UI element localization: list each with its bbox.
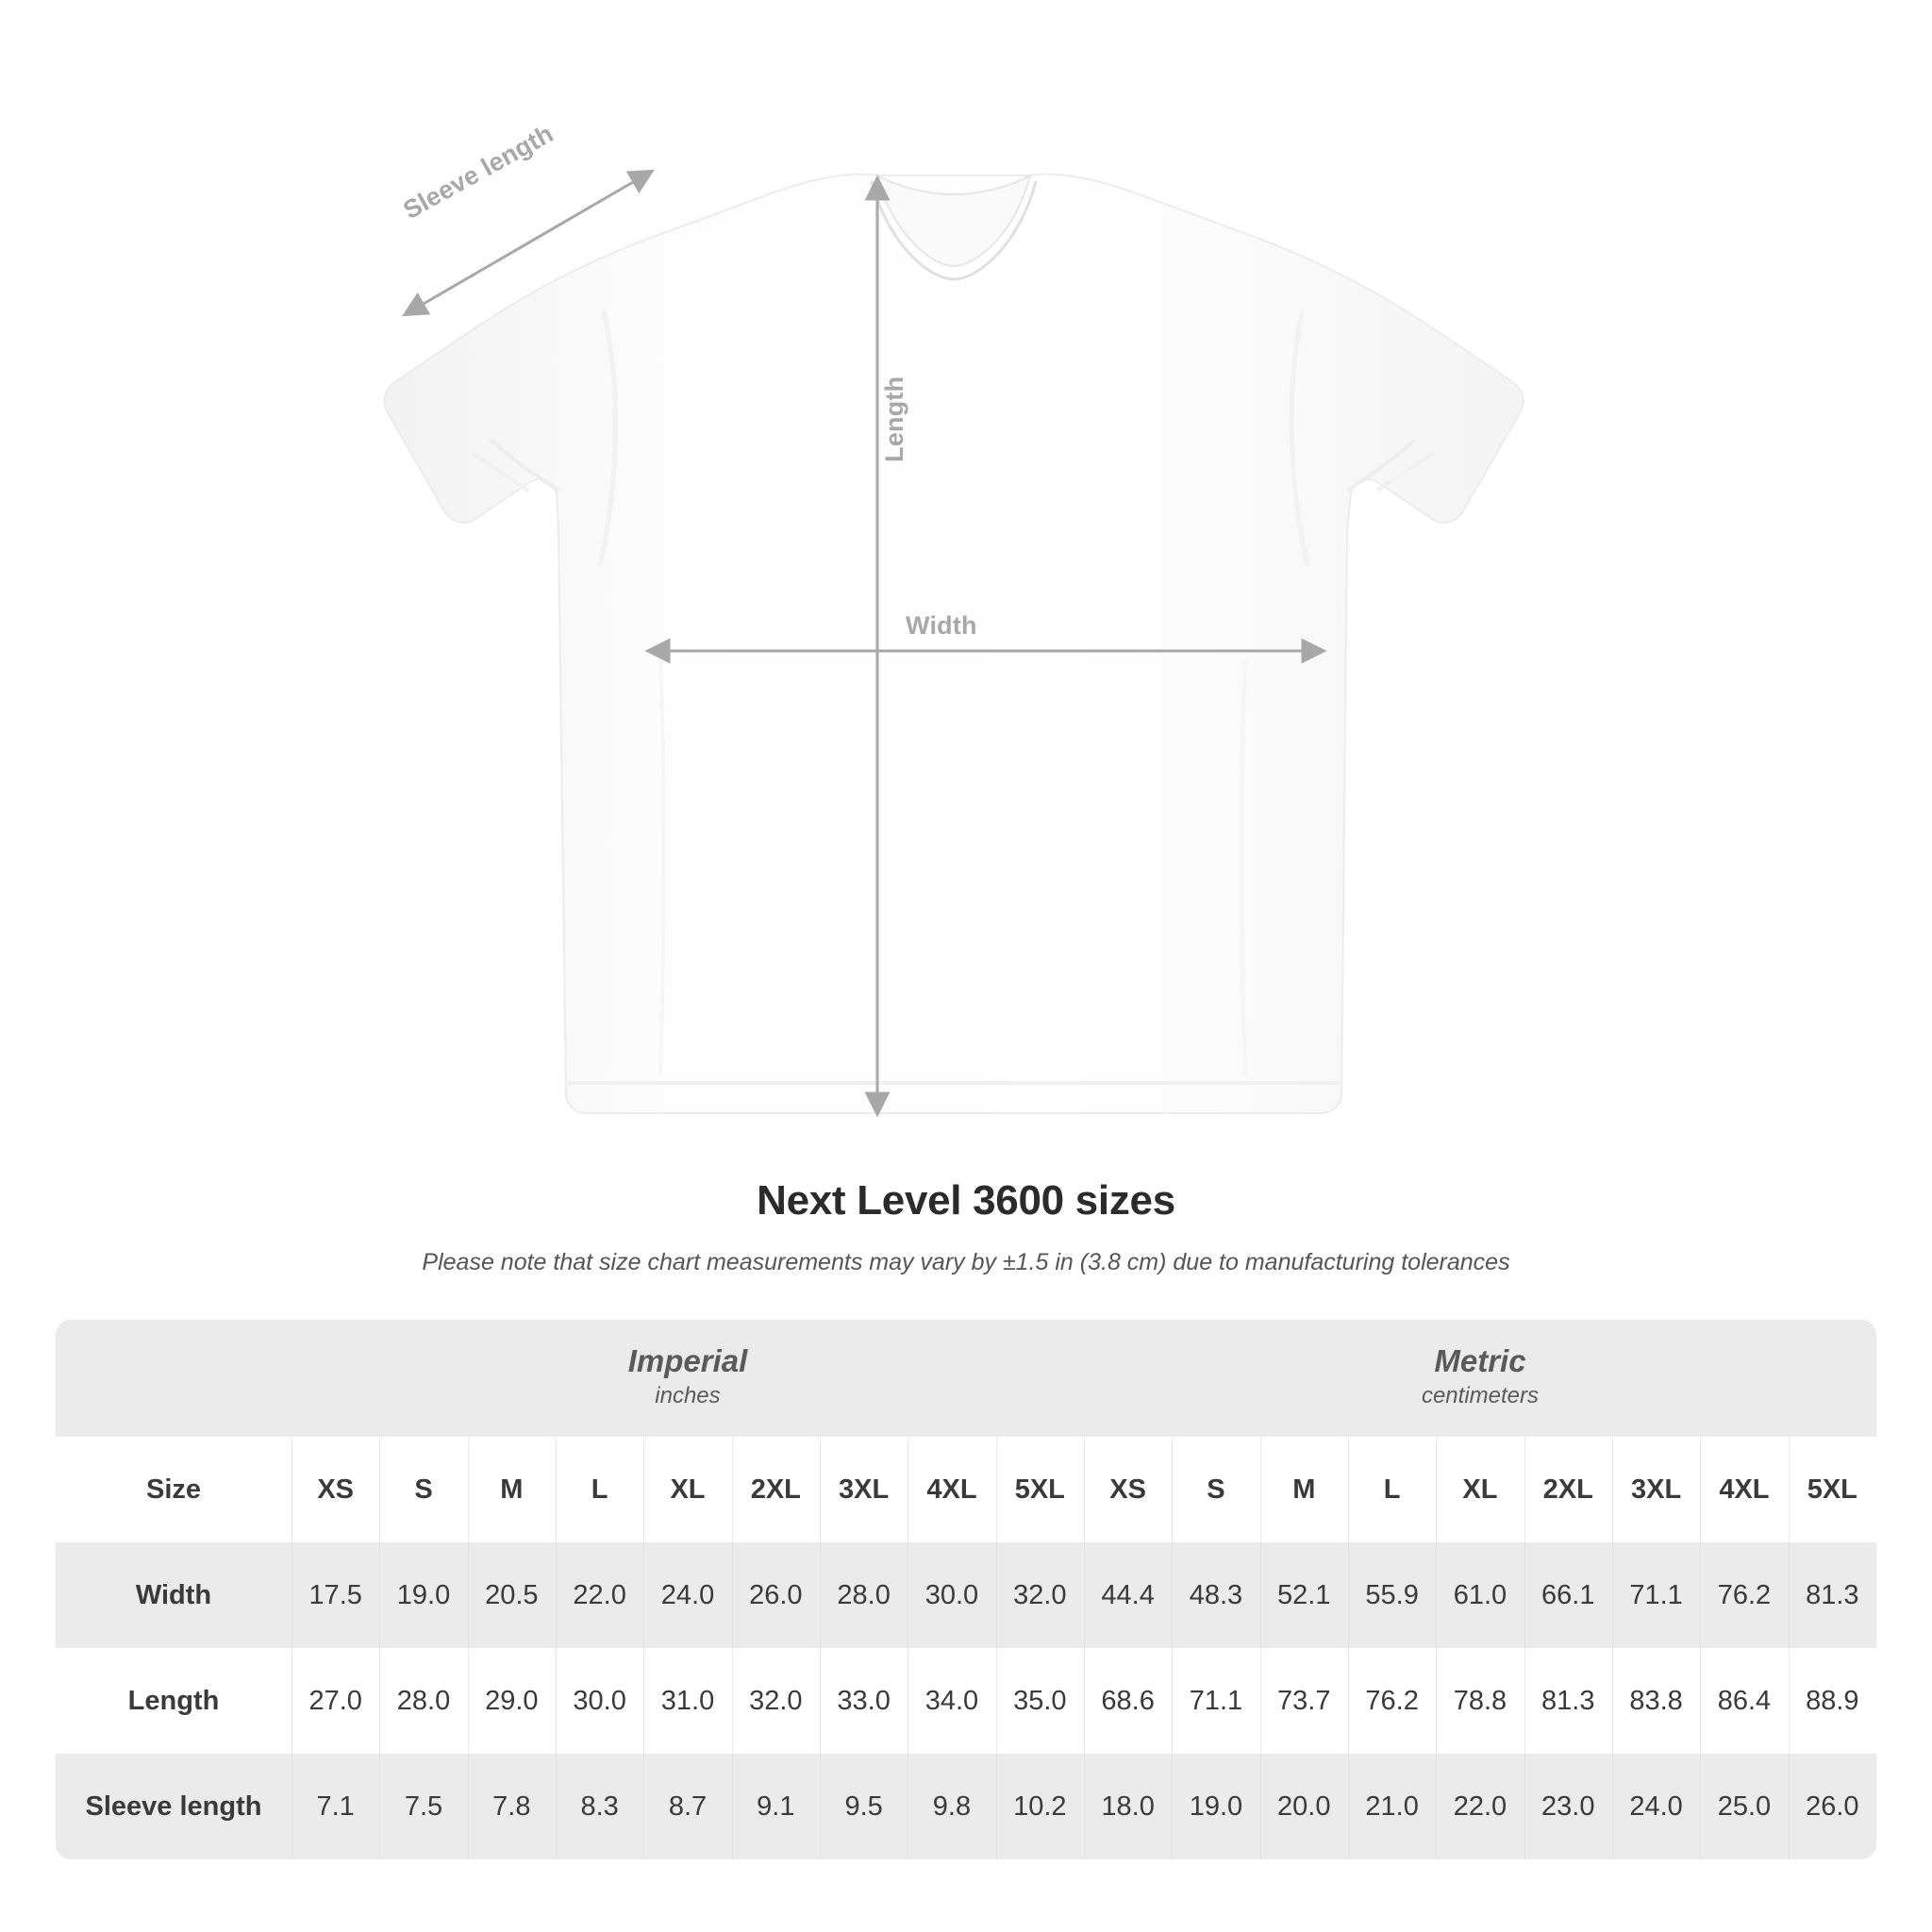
size-header-cell: S	[1172, 1437, 1259, 1542]
table-cell: 44.4	[1084, 1542, 1172, 1648]
table-cell: 71.1	[1172, 1648, 1259, 1754]
size-header-cell: L	[1348, 1437, 1436, 1542]
table-cell: 78.8	[1436, 1648, 1524, 1754]
table-cell: 81.3	[1789, 1542, 1876, 1648]
size-header-cell: 5XL	[996, 1437, 1084, 1542]
table-cell: 32.0	[732, 1648, 820, 1754]
unit-group-imperial-name: Imperial	[627, 1343, 748, 1379]
table-cell: 35.0	[996, 1648, 1084, 1754]
table-cell: 29.0	[468, 1648, 556, 1754]
table-row	[56, 1542, 1876, 1648]
table-cell: 9.5	[820, 1754, 908, 1859]
table-cell: 48.3	[1172, 1542, 1259, 1648]
size-header-cell: L	[556, 1437, 643, 1542]
table-cell: 55.9	[1348, 1542, 1436, 1648]
table-cell: 22.0	[556, 1542, 643, 1648]
table-cell: 7.8	[468, 1754, 556, 1859]
table-cell: 26.0	[732, 1542, 820, 1648]
table-cell: 34.0	[908, 1648, 995, 1754]
size-header-cell: XL	[643, 1437, 731, 1542]
size-header-cell: M	[468, 1437, 556, 1542]
row-label-sleeve-length: Sleeve length	[56, 1754, 291, 1859]
table-cell: 19.0	[379, 1542, 467, 1648]
size-header-cell: XS	[1084, 1437, 1172, 1542]
table-cell: 8.7	[643, 1754, 731, 1859]
sleeve-length-label: Sleeve length	[398, 119, 558, 225]
unit-group-header-row	[56, 1320, 1876, 1437]
table-cell: 9.1	[732, 1754, 820, 1859]
size-header-cell: 2XL	[1524, 1437, 1612, 1542]
table-cell: 20.0	[1260, 1754, 1348, 1859]
table-cell: 86.4	[1700, 1648, 1788, 1754]
table-cell: 24.0	[1612, 1754, 1700, 1859]
table-cell: 21.0	[1348, 1754, 1436, 1859]
size-header-cell: 2XL	[732, 1437, 820, 1542]
table-cell: 30.0	[556, 1648, 643, 1754]
table-cell: 18.0	[1084, 1754, 1172, 1859]
table-cell: 8.3	[556, 1754, 643, 1859]
size-header-row	[56, 1437, 1876, 1542]
size-header-cell: 3XL	[1612, 1437, 1700, 1542]
size-header-cell: S	[379, 1437, 467, 1542]
table-cell: 7.1	[291, 1754, 379, 1859]
table-cell: 28.0	[379, 1648, 467, 1754]
row-label-length: Length	[56, 1648, 291, 1754]
page-title: Next Level 3600 sizes	[757, 1177, 1175, 1224]
size-header-cell: XL	[1436, 1437, 1524, 1542]
unit-group-imperial-unit: inches	[655, 1382, 721, 1408]
title-block	[0, 1160, 1932, 1276]
size-header-cell: 3XL	[820, 1437, 908, 1542]
size-header-cell: 4XL	[908, 1437, 995, 1542]
table-cell: 28.0	[820, 1542, 908, 1648]
table-cell: 24.0	[643, 1542, 731, 1648]
table-cell: 31.0	[643, 1648, 731, 1754]
row-label-width: Width	[56, 1542, 291, 1648]
table-cell: 88.9	[1789, 1648, 1876, 1754]
unit-group-spacer	[56, 1320, 291, 1437]
table-cell: 32.0	[996, 1542, 1084, 1648]
table-cell: 61.0	[1436, 1542, 1524, 1648]
table-cell: 76.2	[1700, 1542, 1788, 1648]
table-row	[56, 1754, 1876, 1859]
length-label: Length	[880, 375, 908, 462]
unit-group-metric-unit: centimeters	[1421, 1382, 1539, 1408]
table-cell: 25.0	[1700, 1754, 1788, 1859]
size-header-cell: M	[1260, 1437, 1348, 1542]
table-cell: 33.0	[820, 1648, 908, 1754]
table-cell: 73.7	[1260, 1648, 1348, 1754]
table-cell: 26.0	[1789, 1754, 1876, 1859]
table-cell: 76.2	[1348, 1648, 1436, 1754]
table-cell: 71.1	[1612, 1542, 1700, 1648]
width-label: Width	[906, 611, 977, 640]
table-cell: 17.5	[291, 1542, 379, 1648]
size-table	[56, 1320, 1876, 1859]
table-row	[56, 1648, 1876, 1754]
table-cell: 81.3	[1524, 1648, 1612, 1754]
size-header-cell: 5XL	[1789, 1437, 1876, 1542]
unit-group-metric-name: Metric	[1434, 1343, 1526, 1379]
table-cell: 27.0	[291, 1648, 379, 1754]
table-cell: 22.0	[1436, 1754, 1524, 1859]
table-cell: 66.1	[1524, 1542, 1612, 1648]
size-table-wrapper	[56, 1320, 1876, 1859]
unit-group-imperial	[291, 1320, 1084, 1437]
tolerance-note: Please note that size chart measurements may vary by ±1.5 in (3.8 cm) due to manufacturing tolerances	[422, 1249, 1510, 1275]
table-cell: 30.0	[908, 1542, 995, 1648]
size-header-cell: XS	[291, 1437, 379, 1542]
table-cell: 68.6	[1084, 1648, 1172, 1754]
table-cell: 52.1	[1260, 1542, 1348, 1648]
unit-group-metric	[1084, 1320, 1876, 1437]
table-cell: 9.8	[908, 1754, 995, 1859]
table-cell: 19.0	[1172, 1754, 1259, 1859]
table-cell: 7.5	[379, 1754, 467, 1859]
table-cell: 83.8	[1612, 1648, 1700, 1754]
table-cell: 20.5	[468, 1542, 556, 1648]
size-header-label: Size	[56, 1437, 291, 1542]
table-cell: 10.2	[996, 1754, 1084, 1859]
table-cell: 23.0	[1524, 1754, 1612, 1859]
size-header-cell: 4XL	[1700, 1437, 1788, 1542]
